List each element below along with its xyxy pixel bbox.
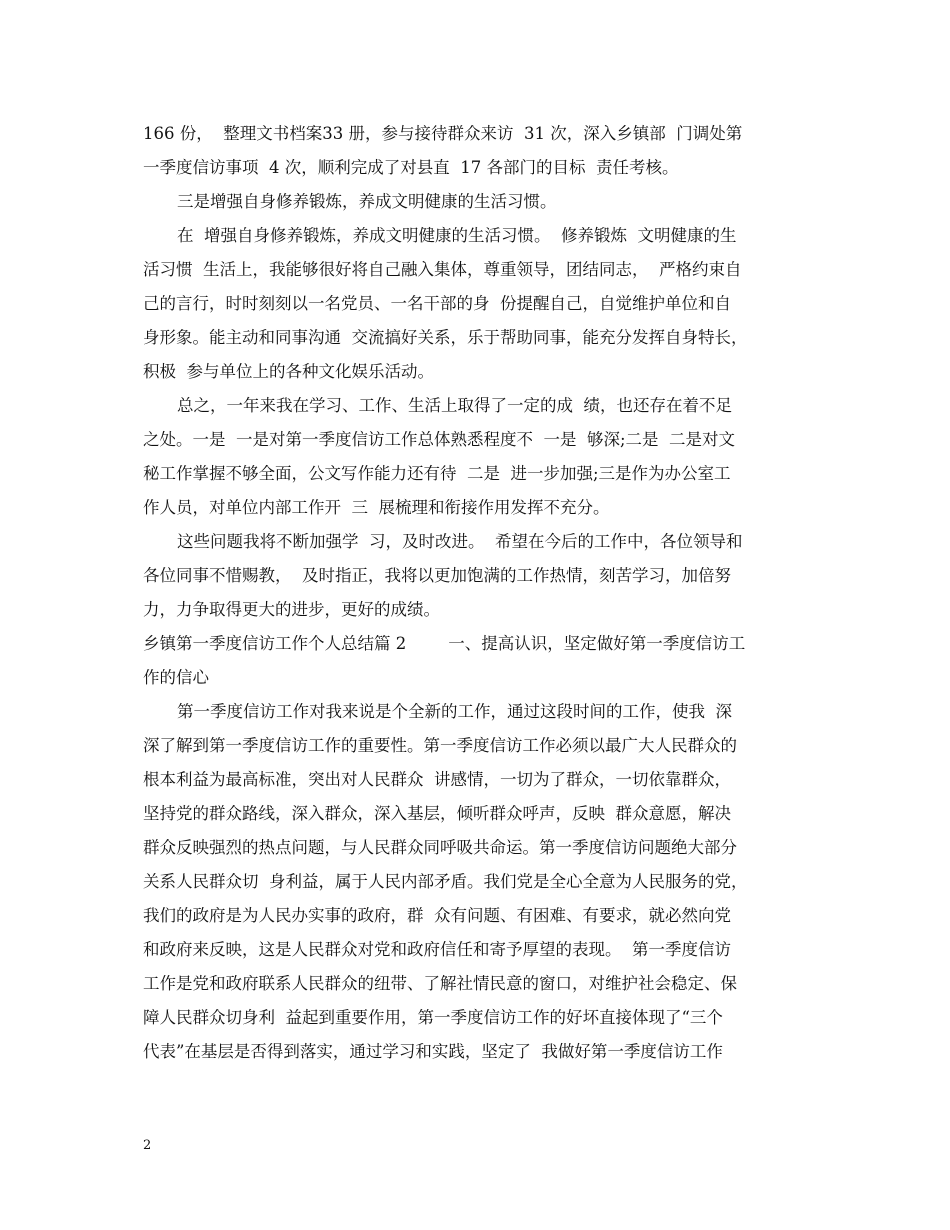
text-line: 乡镇第一季度信访工作个人总结篇 2 一、提高认识，坚定做好第一季度信访工 [143,634,746,653]
text-line: 活习惯 生活上，我能够很好将自己融入集体，尊重领导，团结同志， 严格约束自 [143,260,742,279]
text-line: 坚持党的群众路线，深入群众，深入基层，倾听群众呼声，反映 群众意愿，解决 [143,804,731,823]
text-line: 我们的政府是为人民办实事的政府，群 众有问题、有困难、有要求，就必然向党 [143,906,731,925]
text-line: 这些问题我将不断加强学 习，及时改进。 希望在今后的工作中，各位领导和 [177,532,743,551]
page-number: 2 [143,1138,152,1153]
text-line: 在 增强自身修养锻炼，养成文明健康的生活习惯。 修养锻炼 文明健康的生 [177,226,737,245]
text-line: 深了解到第一季度信访工作的重要性。第一季度信访工作必须以最广大人民群众的 [143,736,737,755]
text-line: 己的言行，时时刻刻以一名党员、一名干部的身 份提醒自己，自觉维护单位和自 [143,294,731,313]
text-line: 障人民群众切身利 益起到重要作用，第一季度信访工作的好坏直接体现了“三个 [143,1008,723,1027]
text-line: 作人员，对单位内部工作开 三 展梳理和衔接作用发挥不充分。 [143,498,610,517]
text-line: 三是增强自身修养锻炼，养成文明健康的生活习惯。 [177,192,557,211]
text-line: 各位同事不惜赐教， 及时指正，我将以更加饱满的工作热情，刻苦学习，加倍努 [143,566,731,585]
text-line: 之处。一是 一是对第一季度信访工作总体熟悉程度不 一是 够深;二是 二是对文 [143,430,736,449]
text-line: 关系人民群众切 身利益，属于人民内部矛盾。我们党是全心全意为人民服务的党， [143,872,748,891]
text-line: 166 份， 整理文书档案33 册，参与接待群众来访 31 次，深入乡镇部 门调处第 [143,124,743,143]
text-line: 总之，一年来我在学习、工作、生活上取得了一定的成 绩，也还存在着不足 [177,396,732,415]
text-line: 根本利益为最高标准，突出对人民群众 讲感情，一切为了群众，一切依靠群众， [143,770,731,789]
text-line: 身形象。能主动和同事沟通 交流搞好关系，乐于帮助同事，能充分发挥自身特长， [143,328,748,347]
text-line: 代表”在基层是否得到落实，通过学习和实践，坚定了 我做好第一季度信访工作 [143,1042,723,1061]
text-line: 秘工作掌握不够全面，公文写作能力还有待 二是 进一步加强;三是作为办公室工 [143,464,731,483]
text-line: 一季度信访事项 4 次，顺利完成了对县直 17 各部门的目标 责任考核。 [143,158,679,177]
text-line: 力，力争取得更大的进步，更好的成绩。 [143,600,440,619]
text-line: 作的信心 [143,668,209,687]
text-line: 积极 参与单位上的各种文化娱乐活动。 [143,362,434,381]
text-line: 群众反映强烈的热点问题，与人民群众同呼吸共命运。第一季度信访问题绝大部分 [143,838,737,857]
document-body [143,117,813,1069]
text-line: 和政府来反映，这是人民群众对党和政府信任和寄予厚望的表现。 第一季度信访 [143,940,731,959]
text-line: 工作是党和政府联系人民群众的纽带、了解社情民意的窗口，对维护社会稳定、保 [143,974,737,993]
text-line: 第一季度信访工作对我来说是个全新的工作，通过这段时间的工作，使我 深 [177,702,732,721]
